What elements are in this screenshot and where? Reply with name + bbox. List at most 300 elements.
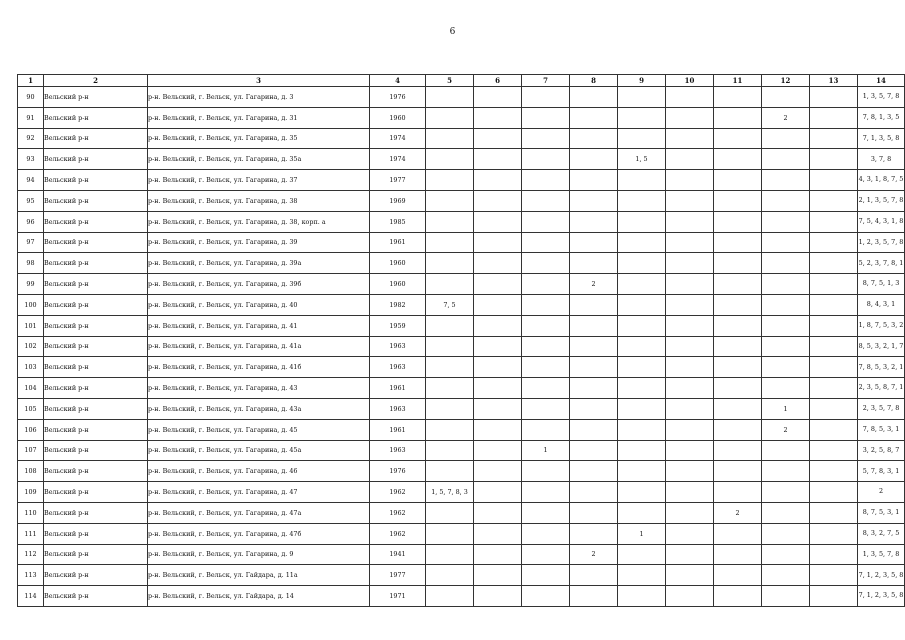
cell-col-14: 5, 2, 3, 7, 8, 1 (858, 253, 905, 274)
cell-col-13 (810, 586, 858, 607)
cell-col-8 (570, 170, 618, 191)
cell-col-13 (810, 482, 858, 503)
cell-col-14: 1, 3, 5, 7, 8 (858, 87, 905, 108)
cell-col-4: 1959 (370, 315, 426, 336)
cell-col-11 (714, 253, 762, 274)
cell-col-10 (666, 440, 714, 461)
cell-col-8 (570, 565, 618, 586)
cell-col-11 (714, 461, 762, 482)
cell-col-7 (522, 378, 570, 399)
cell-col-9 (618, 502, 666, 523)
cell-col-6 (474, 419, 522, 440)
cell-col-7 (522, 523, 570, 544)
cell-col-3: р-н. Вельский, г. Вельск, ул. Гагарина, д. 38 (148, 190, 370, 211)
cell-col-6 (474, 294, 522, 315)
cell-col-5 (426, 128, 474, 149)
cell-col-8 (570, 87, 618, 108)
cell-col-5 (426, 190, 474, 211)
cell-col-4: 1963 (370, 440, 426, 461)
cell-col-6 (474, 253, 522, 274)
cell-col-9 (618, 544, 666, 565)
cell-col-14: 7, 5, 4, 3, 1, 8 (858, 211, 905, 232)
cell-col-4: 1977 (370, 565, 426, 586)
cell-col-4: 1985 (370, 211, 426, 232)
cell-col-12 (762, 274, 810, 295)
cell-col-2: Вельский р-н (44, 461, 148, 482)
cell-col-7: 1 (522, 440, 570, 461)
cell-col-12 (762, 315, 810, 336)
cell-col-4: 1969 (370, 190, 426, 211)
cell-col-13 (810, 107, 858, 128)
cell-col-13 (810, 232, 858, 253)
cell-col-7 (522, 149, 570, 170)
cell-col-12 (762, 253, 810, 274)
table-row (18, 482, 905, 503)
cell-col-11 (714, 378, 762, 399)
cell-col-1: 94 (18, 170, 44, 191)
cell-col-8 (570, 523, 618, 544)
cell-col-12 (762, 170, 810, 191)
cell-col-11 (714, 211, 762, 232)
cell-col-1: 107 (18, 440, 44, 461)
cell-col-14: 7, 1, 2, 3, 5, 8 (858, 565, 905, 586)
cell-col-2: Вельский р-н (44, 149, 148, 170)
cell-col-6 (474, 565, 522, 586)
cell-col-8 (570, 482, 618, 503)
cell-col-2: Вельский р-н (44, 170, 148, 191)
cell-col-5 (426, 357, 474, 378)
cell-col-2: Вельский р-н (44, 274, 148, 295)
cell-col-14: 1, 3, 5, 7, 8 (858, 544, 905, 565)
cell-col-14: 8, 5, 3, 2, 1, 7 (858, 336, 905, 357)
cell-col-5 (426, 502, 474, 523)
cell-col-5 (426, 149, 474, 170)
cell-col-1: 114 (18, 586, 44, 607)
cell-col-12 (762, 565, 810, 586)
cell-col-4: 1961 (370, 378, 426, 399)
cell-col-13 (810, 128, 858, 149)
cell-col-3: р-н. Вельский, г. Вельск, ул. Гагарина, д. 41 (148, 315, 370, 336)
cell-col-9 (618, 461, 666, 482)
cell-col-8 (570, 461, 618, 482)
cell-col-4: 1974 (370, 149, 426, 170)
cell-col-1: 90 (18, 87, 44, 108)
cell-col-10 (666, 461, 714, 482)
cell-col-3: р-н. Вельский, г. Вельск, ул. Гагарина, д. 35а (148, 149, 370, 170)
cell-col-4: 1982 (370, 294, 426, 315)
cell-col-5: 7, 5 (426, 294, 474, 315)
cell-col-4: 1977 (370, 170, 426, 191)
cell-col-11 (714, 544, 762, 565)
cell-col-13 (810, 461, 858, 482)
cell-col-13 (810, 190, 858, 211)
table-row (18, 544, 905, 565)
table-row (18, 315, 905, 336)
cell-col-1: 99 (18, 274, 44, 295)
cell-col-5 (426, 274, 474, 295)
cell-col-2: Вельский р-н (44, 315, 148, 336)
cell-col-2: Вельский р-н (44, 211, 148, 232)
cell-col-9 (618, 170, 666, 191)
cell-col-2: Вельский р-н (44, 440, 148, 461)
cell-col-9 (618, 232, 666, 253)
cell-col-4: 1963 (370, 398, 426, 419)
cell-col-8 (570, 586, 618, 607)
cell-col-9: 1, 5 (618, 149, 666, 170)
table-body (18, 87, 905, 607)
cell-col-9 (618, 440, 666, 461)
cell-col-9 (618, 357, 666, 378)
cell-col-5 (426, 398, 474, 419)
cell-col-10 (666, 294, 714, 315)
cell-col-9 (618, 128, 666, 149)
cell-col-12 (762, 523, 810, 544)
cell-col-6 (474, 482, 522, 503)
cell-col-8: 2 (570, 274, 618, 295)
cell-col-5 (426, 565, 474, 586)
cell-col-13 (810, 253, 858, 274)
cell-col-14: 2, 3, 5, 8, 7, 1 (858, 378, 905, 399)
cell-col-6 (474, 440, 522, 461)
cell-col-8 (570, 419, 618, 440)
cell-col-1: 113 (18, 565, 44, 586)
cell-col-9 (618, 378, 666, 399)
cell-col-10 (666, 315, 714, 336)
cell-col-9 (618, 190, 666, 211)
cell-col-4: 1960 (370, 274, 426, 295)
cell-col-14: 7, 8, 5, 3, 1 (858, 419, 905, 440)
cell-col-11 (714, 190, 762, 211)
cell-col-6 (474, 190, 522, 211)
cell-col-6 (474, 232, 522, 253)
table-row (18, 461, 905, 482)
cell-col-11 (714, 87, 762, 108)
cell-col-10 (666, 378, 714, 399)
cell-col-3: р-н. Вельский, г. Вельск, ул. Гагарина, д. 47б (148, 523, 370, 544)
cell-col-10 (666, 502, 714, 523)
cell-col-14: 3, 2, 5, 8, 7 (858, 440, 905, 461)
cell-col-3: р-н. Вельский, г. Вельск, ул. Гагарина, д. 39б (148, 274, 370, 295)
header-row (18, 75, 905, 87)
cell-col-9 (618, 253, 666, 274)
cell-col-5 (426, 232, 474, 253)
cell-col-1: 92 (18, 128, 44, 149)
cell-col-13 (810, 565, 858, 586)
cell-col-7 (522, 482, 570, 503)
cell-col-2: Вельский р-н (44, 544, 148, 565)
cell-col-9 (618, 336, 666, 357)
cell-col-4: 1976 (370, 87, 426, 108)
cell-col-14: 7, 8, 5, 3, 2, 1 (858, 357, 905, 378)
cell-col-8 (570, 128, 618, 149)
table-row (18, 378, 905, 399)
cell-col-3: р-н. Вельский, г. Вельск, ул. Гагарина, д. 43а (148, 398, 370, 419)
cell-col-9 (618, 419, 666, 440)
cell-col-2: Вельский р-н (44, 190, 148, 211)
cell-col-2: Вельский р-н (44, 253, 148, 274)
cell-col-9 (618, 482, 666, 503)
cell-col-4: 1962 (370, 482, 426, 503)
column-header-11: 11 (714, 75, 762, 87)
cell-col-7 (522, 274, 570, 295)
cell-col-3: р-н. Вельский, г. Вельск, ул. Гагарина, д. 47 (148, 482, 370, 503)
cell-col-6 (474, 357, 522, 378)
cell-col-8 (570, 357, 618, 378)
cell-col-9 (618, 274, 666, 295)
cell-col-4: 1962 (370, 523, 426, 544)
cell-col-11 (714, 170, 762, 191)
cell-col-9 (618, 586, 666, 607)
column-header-6: 6 (474, 75, 522, 87)
cell-col-14: 2 (858, 482, 905, 503)
cell-col-6 (474, 544, 522, 565)
cell-col-7 (522, 461, 570, 482)
cell-col-10 (666, 211, 714, 232)
cell-col-3: р-н. Вельский, г. Вельск, ул. Гайдара, д. 14 (148, 586, 370, 607)
cell-col-6 (474, 586, 522, 607)
column-header-12: 12 (762, 75, 810, 87)
column-header-1: 1 (18, 75, 44, 87)
cell-col-14: 7, 1, 2, 3, 5, 8 (858, 586, 905, 607)
cell-col-10 (666, 128, 714, 149)
cell-col-10 (666, 274, 714, 295)
cell-col-3: р-н. Вельский, г. Вельск, ул. Гагарина, д. 37 (148, 170, 370, 191)
cell-col-10 (666, 544, 714, 565)
cell-col-14: 1, 2, 3, 5, 7, 8 (858, 232, 905, 253)
cell-col-9 (618, 107, 666, 128)
cell-col-14: 1, 8, 7, 5, 3, 2 (858, 315, 905, 336)
cell-col-1: 112 (18, 544, 44, 565)
cell-col-11 (714, 315, 762, 336)
cell-col-13 (810, 357, 858, 378)
cell-col-12 (762, 149, 810, 170)
cell-col-5 (426, 87, 474, 108)
cell-col-3: р-н. Вельский, г. Вельск, ул. Гагарина, д. 45 (148, 419, 370, 440)
cell-col-3: р-н. Вельский, г. Вельск, ул. Гагарина, д. 40 (148, 294, 370, 315)
cell-col-4: 1960 (370, 107, 426, 128)
cell-col-8 (570, 211, 618, 232)
cell-col-11 (714, 565, 762, 586)
cell-col-11 (714, 274, 762, 295)
cell-col-12 (762, 190, 810, 211)
cell-col-8 (570, 440, 618, 461)
cell-col-12: 2 (762, 419, 810, 440)
cell-col-7 (522, 211, 570, 232)
table-row (18, 87, 905, 108)
cell-col-2: Вельский р-н (44, 398, 148, 419)
cell-col-5: 1, 5, 7, 8, 3 (426, 482, 474, 503)
table-row (18, 149, 905, 170)
cell-col-4: 1971 (370, 586, 426, 607)
cell-col-4: 1960 (370, 253, 426, 274)
table-row (18, 440, 905, 461)
cell-col-8 (570, 378, 618, 399)
cell-col-5 (426, 440, 474, 461)
column-header-4: 4 (370, 75, 426, 87)
cell-col-12 (762, 336, 810, 357)
cell-col-13 (810, 378, 858, 399)
cell-col-11 (714, 107, 762, 128)
cell-col-8 (570, 190, 618, 211)
cell-col-1: 103 (18, 357, 44, 378)
cell-col-11 (714, 586, 762, 607)
cell-col-7 (522, 502, 570, 523)
cell-col-10 (666, 170, 714, 191)
column-header-7: 7 (522, 75, 570, 87)
cell-col-5 (426, 211, 474, 232)
table-row (18, 419, 905, 440)
cell-col-1: 100 (18, 294, 44, 315)
cell-col-12 (762, 357, 810, 378)
table-row (18, 523, 905, 544)
cell-col-13 (810, 336, 858, 357)
cell-col-11 (714, 357, 762, 378)
cell-col-5 (426, 315, 474, 336)
column-header-8: 8 (570, 75, 618, 87)
cell-col-6 (474, 378, 522, 399)
cell-col-14: 7, 8, 1, 3, 5 (858, 107, 905, 128)
cell-col-2: Вельский р-н (44, 482, 148, 503)
cell-col-7 (522, 170, 570, 191)
cell-col-4: 1961 (370, 232, 426, 253)
cell-col-12 (762, 378, 810, 399)
cell-col-12 (762, 482, 810, 503)
cell-col-6 (474, 274, 522, 295)
registry-table (17, 74, 905, 607)
cell-col-12: 1 (762, 398, 810, 419)
table-row (18, 190, 905, 211)
cell-col-7 (522, 586, 570, 607)
cell-col-5 (426, 461, 474, 482)
cell-col-5 (426, 544, 474, 565)
cell-col-6 (474, 398, 522, 419)
cell-col-7 (522, 128, 570, 149)
cell-col-11 (714, 440, 762, 461)
cell-col-9 (618, 398, 666, 419)
cell-col-10 (666, 87, 714, 108)
cell-col-14: 3, 7, 8 (858, 149, 905, 170)
cell-col-14: 5, 7, 8, 3, 1 (858, 461, 905, 482)
cell-col-12 (762, 87, 810, 108)
cell-col-9 (618, 565, 666, 586)
cell-col-1: 104 (18, 378, 44, 399)
cell-col-14: 8, 7, 5, 1, 3 (858, 274, 905, 295)
cell-col-4: 1963 (370, 357, 426, 378)
table-row (18, 128, 905, 149)
cell-col-9 (618, 315, 666, 336)
cell-col-5 (426, 523, 474, 544)
cell-col-2: Вельский р-н (44, 294, 148, 315)
cell-col-1: 108 (18, 461, 44, 482)
column-header-5: 5 (426, 75, 474, 87)
cell-col-8 (570, 502, 618, 523)
cell-col-7 (522, 336, 570, 357)
cell-col-5 (426, 419, 474, 440)
cell-col-1: 101 (18, 315, 44, 336)
cell-col-6 (474, 523, 522, 544)
cell-col-8: 2 (570, 544, 618, 565)
cell-col-2: Вельский р-н (44, 357, 148, 378)
cell-col-3: р-н. Вельский, г. Вельск, ул. Гагарина, д. 39а (148, 253, 370, 274)
cell-col-12 (762, 502, 810, 523)
cell-col-12 (762, 294, 810, 315)
cell-col-14: 2, 3, 5, 7, 8 (858, 398, 905, 419)
cell-col-2: Вельский р-н (44, 232, 148, 253)
cell-col-10 (666, 190, 714, 211)
table-row (18, 253, 905, 274)
cell-col-3: р-н. Вельский, г. Вельск, ул. Гагарина, д. 45а (148, 440, 370, 461)
cell-col-11 (714, 294, 762, 315)
cell-col-3: р-н. Вельский, г. Вельск, ул. Гагарина, д. 31 (148, 107, 370, 128)
table-row (18, 211, 905, 232)
cell-col-11 (714, 128, 762, 149)
column-header-3: 3 (148, 75, 370, 87)
cell-col-1: 102 (18, 336, 44, 357)
cell-col-13 (810, 440, 858, 461)
cell-col-13 (810, 523, 858, 544)
table-row (18, 232, 905, 253)
cell-col-8 (570, 398, 618, 419)
table-row (18, 357, 905, 378)
cell-col-10 (666, 523, 714, 544)
cell-col-10 (666, 482, 714, 503)
cell-col-5 (426, 253, 474, 274)
cell-col-3: р-н. Вельский, г. Вельск, ул. Гагарина, д. 38, корп. а (148, 211, 370, 232)
cell-col-1: 97 (18, 232, 44, 253)
cell-col-14: 8, 3, 2, 7, 5 (858, 523, 905, 544)
cell-col-11 (714, 523, 762, 544)
cell-col-8 (570, 336, 618, 357)
cell-col-5 (426, 107, 474, 128)
cell-col-12 (762, 586, 810, 607)
cell-col-12 (762, 232, 810, 253)
column-header-9: 9 (618, 75, 666, 87)
cell-col-2: Вельский р-н (44, 419, 148, 440)
table-row (18, 107, 905, 128)
cell-col-3: р-н. Вельский, г. Вельск, ул. Гагарина, д. 46 (148, 461, 370, 482)
cell-col-7 (522, 190, 570, 211)
cell-col-12 (762, 128, 810, 149)
cell-col-10 (666, 398, 714, 419)
cell-col-2: Вельский р-н (44, 586, 148, 607)
cell-col-8 (570, 232, 618, 253)
cell-col-4: 1941 (370, 544, 426, 565)
cell-col-7 (522, 294, 570, 315)
cell-col-1: 93 (18, 149, 44, 170)
cell-col-7 (522, 315, 570, 336)
cell-col-10 (666, 565, 714, 586)
cell-col-9 (618, 211, 666, 232)
cell-col-3: р-н. Вельский, г. Вельск, ул. Гагарина, д. 9 (148, 544, 370, 565)
cell-col-11 (714, 482, 762, 503)
cell-col-4: 1974 (370, 128, 426, 149)
cell-col-6 (474, 87, 522, 108)
cell-col-3: р-н. Вельский, г. Вельск, ул. Гагарина, д. 41б (148, 357, 370, 378)
cell-col-14: 8, 7, 5, 3, 1 (858, 502, 905, 523)
cell-col-2: Вельский р-н (44, 107, 148, 128)
cell-col-14: 7, 1, 3, 5, 8 (858, 128, 905, 149)
cell-col-1: 98 (18, 253, 44, 274)
cell-col-13 (810, 87, 858, 108)
cell-col-7 (522, 419, 570, 440)
table-row (18, 398, 905, 419)
cell-col-10 (666, 253, 714, 274)
cell-col-2: Вельский р-н (44, 378, 148, 399)
cell-col-2: Вельский р-н (44, 128, 148, 149)
cell-col-6 (474, 461, 522, 482)
cell-col-7 (522, 253, 570, 274)
cell-col-5 (426, 586, 474, 607)
